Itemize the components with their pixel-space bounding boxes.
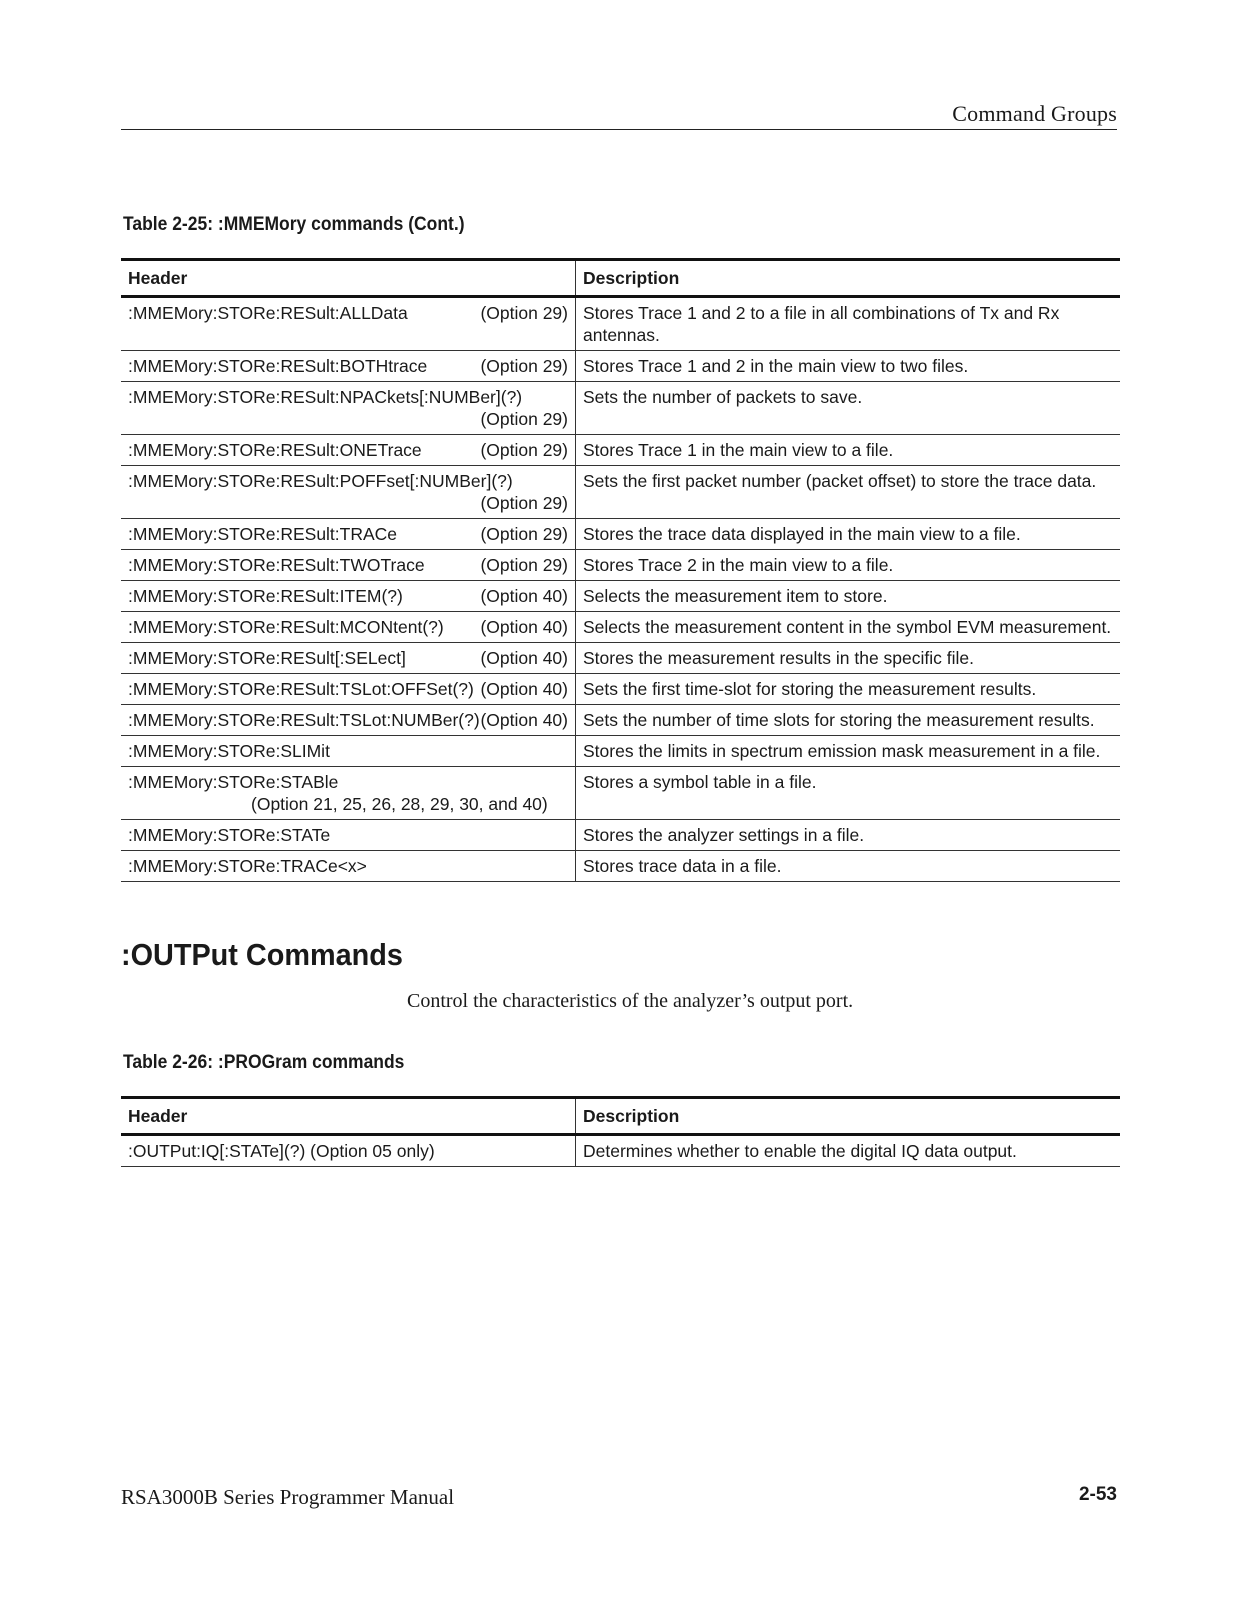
table-row <box>121 674 1120 705</box>
command-header: :MMEMory:STORe:SLIMit <box>128 741 330 761</box>
table-row <box>121 851 1120 882</box>
option-note: (Option 40) <box>480 710 568 730</box>
option-note: (Option 29) <box>480 440 568 460</box>
command-description: Sets the first packet number (packet offset) to store the trace data. <box>576 466 1121 519</box>
command-header: :MMEMory:STORe:STATe <box>128 825 331 845</box>
option-note: (Option 29) <box>480 524 568 544</box>
table-header-row <box>121 1098 1120 1135</box>
header-column-heading: Header <box>121 260 576 297</box>
command-description: Stores Trace 1 in the main view to a file. <box>576 435 1121 466</box>
command-description: Sets the first time-slot for storing the measurement results. <box>576 674 1121 705</box>
option-note: (Option 40) <box>480 617 568 637</box>
option-note: (Option 29) <box>480 303 568 323</box>
table-row <box>121 612 1120 643</box>
table-2-26-caption: Table 2-26: :PROGram commands <box>123 1052 405 1073</box>
option-note: (Option 40) <box>480 679 568 699</box>
command-description: Stores trace data in a file. <box>576 851 1121 882</box>
table-2-25-caption: Table 2-25: :MMEMory commands (Cont.) <box>123 214 465 235</box>
table-row <box>121 705 1120 736</box>
command-description: Stores a symbol table in a file. <box>576 767 1121 820</box>
command-header: :MMEMory:STORe:RESult:BOTHtrace <box>128 356 428 376</box>
table-header-row <box>121 260 1120 297</box>
table-row <box>121 1135 1120 1167</box>
command-header: :MMEMory:STORe:STABle <box>128 772 339 792</box>
option-note: (Option 21, 25, 26, 28, 29, 30, and 40) <box>251 794 548 814</box>
footer-manual-title: RSA3000B Series Programmer Manual <box>121 1485 455 1509</box>
table-row <box>121 351 1120 382</box>
command-header: :MMEMory:STORe:RESult:MCONtent(?) <box>128 617 444 637</box>
command-header: :MMEMory:STORe:RESult:ITEM(?) <box>128 586 403 606</box>
table-row <box>121 820 1120 851</box>
command-description: Sets the number of packets to save. <box>576 382 1121 435</box>
command-description: Stores the measurement results in the specific file. <box>576 643 1121 674</box>
command-description: Stores the trace data displayed in the main view to a file. <box>576 519 1121 550</box>
command-description: Selects the measurement content in the symbol EVM measurement. <box>576 612 1121 643</box>
table-row <box>121 643 1120 674</box>
command-description: Stores Trace 2 in the main view to a file. <box>576 550 1121 581</box>
command-header: :MMEMory:STORe:RESult:TRACe <box>128 524 398 544</box>
command-header: :MMEMory:STORe:RESult:ALLData <box>128 303 408 323</box>
table-row <box>121 519 1120 550</box>
command-description: Selects the measurement item to store. <box>576 581 1121 612</box>
section-heading: :OUTPut Commands <box>121 937 403 972</box>
program-commands-table <box>121 1096 1120 1167</box>
option-note: (Option 29) <box>480 493 568 513</box>
command-description: Stores Trace 1 and 2 to a file in all combinations of Tx and Rx antennas. <box>576 297 1121 351</box>
option-note: (Option 29) <box>480 555 568 575</box>
page-number: 2-53 <box>1078 1484 1117 1505</box>
table-row <box>121 435 1120 466</box>
command-header: :MMEMory:STORe:RESult:TWOTrace <box>128 555 425 575</box>
command-header: :MMEMory:STORe:RESult:POFFset[:NUMBer](?) <box>128 471 513 491</box>
command-header: :MMEMory:STORe:RESult:NPACkets[:NUMBer](?) <box>128 387 523 407</box>
header-column-heading: Header <box>121 1098 576 1135</box>
mmemory-commands-table <box>121 258 1120 882</box>
command-description: Stores the limits in spectrum emission mask measurement in a file. <box>576 736 1121 767</box>
table-row <box>121 466 1120 519</box>
option-note: (Option 40) <box>480 648 568 668</box>
table-row <box>121 736 1120 767</box>
command-description: Stores the analyzer settings in a file. <box>576 820 1121 851</box>
header-rule <box>121 129 1117 130</box>
command-description: Stores Trace 1 and 2 in the main view to two files. <box>576 351 1121 382</box>
section-intro: Control the characteristics of the analyzer’s output port. <box>407 990 854 1012</box>
command-header: :MMEMory:STORe:TRACe<x> <box>128 856 367 876</box>
command-description: Determines whether to enable the digital IQ data output. <box>576 1135 1121 1167</box>
table-row <box>121 550 1120 581</box>
option-note: (Option 40) <box>480 586 568 606</box>
command-header: :OUTPut:IQ[:STATe](?) (Option 05 only) <box>128 1141 435 1161</box>
command-header: :MMEMory:STORe:RESult:TSLot:OFFSet(?) <box>128 679 474 699</box>
option-note: (Option 29) <box>480 356 568 376</box>
command-description: Sets the number of time slots for storing the measurement results. <box>576 705 1121 736</box>
description-column-heading: Description <box>576 260 1121 297</box>
table-row <box>121 581 1120 612</box>
table-row <box>121 767 1120 820</box>
option-note: (Option 29) <box>480 409 568 429</box>
command-header: :MMEMory:STORe:RESult:TSLot:NUMBer(?) <box>128 710 480 730</box>
command-header: :MMEMory:STORe:RESult[:SELect] <box>128 648 406 668</box>
table-row <box>121 297 1120 351</box>
description-column-heading: Description <box>576 1098 1121 1135</box>
table-row <box>121 382 1120 435</box>
command-header: :MMEMory:STORe:RESult:ONETrace <box>128 440 422 460</box>
running-head: Command Groups <box>952 101 1117 126</box>
